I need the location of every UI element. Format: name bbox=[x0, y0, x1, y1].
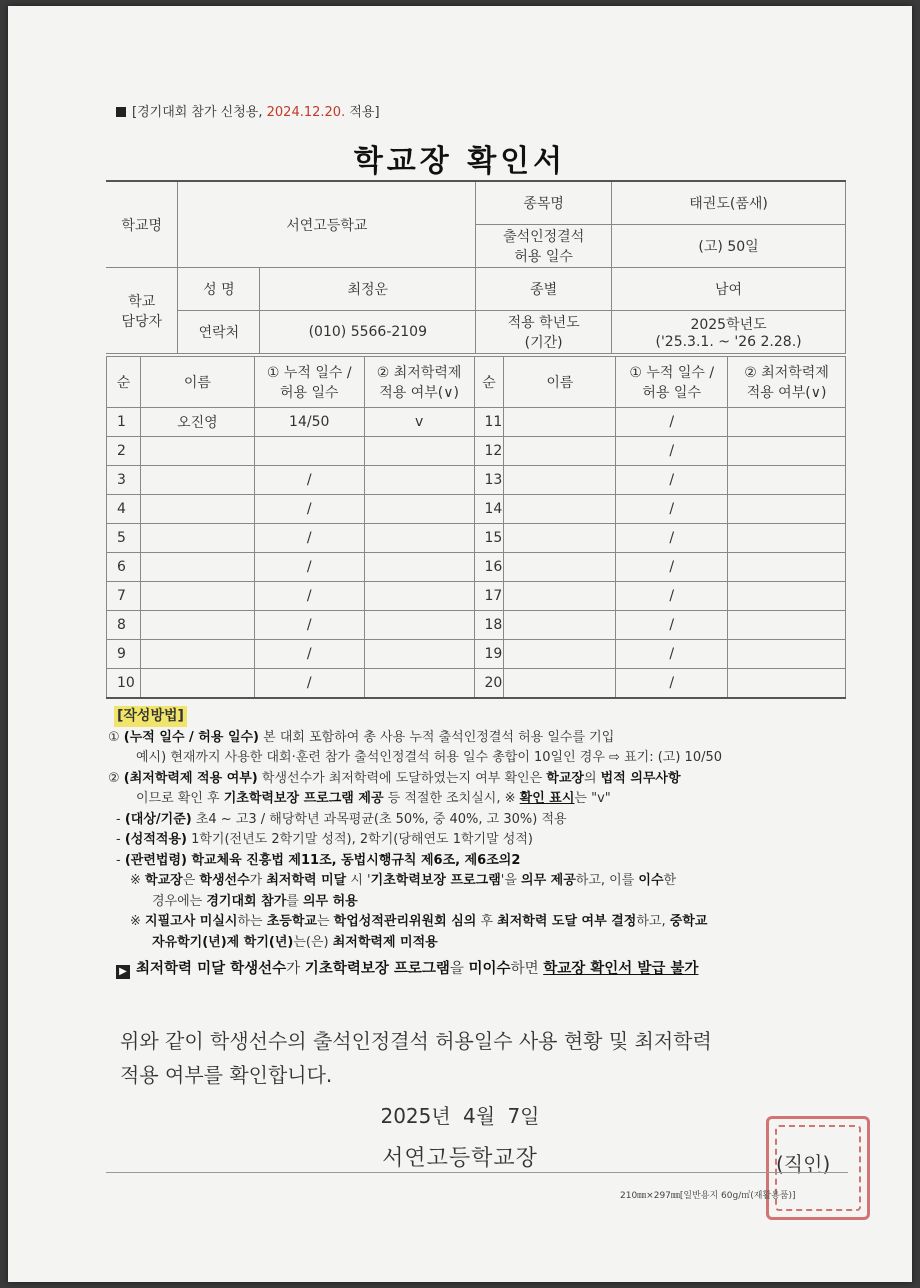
contact-value: (010) 5566-2109 bbox=[260, 311, 476, 354]
school-value: 서연고등학교 bbox=[178, 181, 476, 268]
note-date: 2024.12.20. bbox=[266, 105, 346, 120]
square-bullet-icon bbox=[116, 107, 126, 117]
year-value: 2025학년도 ('25.3.1. ~ '26 2.28.) bbox=[612, 311, 846, 354]
issue-date: 2025년 4월 7일 bbox=[380, 1104, 540, 1128]
table-row: 10 / 20 / bbox=[107, 669, 846, 699]
table-row: 3 / 13 / bbox=[107, 466, 846, 495]
days-header-2: ① 누적 일수 / 허용 일수 bbox=[616, 357, 728, 408]
gender-value: 남여 bbox=[612, 268, 846, 311]
days-header: ① 누적 일수 / 허용 일수 bbox=[254, 357, 364, 408]
paper-spec: 210㎜×297㎜[일반용지 60g/㎡(재활용품)] bbox=[620, 1191, 796, 1201]
gender-label: 종별 bbox=[476, 268, 612, 311]
info-table bbox=[106, 180, 846, 354]
seal-label: (직인) bbox=[776, 1152, 831, 1176]
sport-value: 태권도(품새) bbox=[612, 181, 846, 225]
school-label: 학교명 bbox=[106, 181, 178, 268]
instructions: [작성방법] ① (누적 일수 / 허용 일수) 본 대회 포함하여 총 사용 누적 출석인정결석 허용 일수를 기입 예시) 현재까지 사용한 대회·훈련 참가 출석인정결석 허용 일수 총합이 10일인 경우 ⇨ 표기: (고) 10/50 ② (최저학력제 적용 여부) 학생선수가 최저학력에 도달하였는지 여부 확인은 학교장의 법적 의무사항 이므로 확인 후 기초학력보장 프로그램 제공 등 적절한 조치실시, ※ 확인 표시는 "v" - (대상/기준) 초4 ~ 고3 / 해당학년 과목평균(초 50%, 중 40%, 고 30%) 적용 - (성적적용) 1학기(전년도 2학기말 성적), 2학기(당해연도 1학기말 성적) - (관련법령) 학교체육 진흥법 제11조, 동법시행규칙 제6조, 제6조의2 ※ 학교장은 학생선수가 최저학력 미달 시 '기초학력보장 프로그램'을 의무 제공하고, 이를 이수한 경우에는 경기대회 참가를 의무 허용 ※ 지필고사 미실시하는 초등학교는 학업성적관리위원회 심의 후 최저학력 도달 여부 결정하고, 중학교 자유학기(년)제 학기(년)는(은) 최저학력제 미적용 ▶ 최저학력 미달 학생선수가 기초학력보장 프로그램을 미이수하면 학교장 확인서 발급 불가 bbox=[108, 706, 848, 980]
table-row: 2 12 / bbox=[107, 437, 846, 466]
warning-line: ▶ 최저학력 미달 학생선수가 기초학력보장 프로그램을 미이수하면 학교장 확인서 발급 불가 bbox=[108, 959, 848, 980]
document-page bbox=[8, 6, 912, 1282]
arrow-right-icon: ▶ bbox=[116, 965, 130, 979]
table-row: 7 / 17 / bbox=[107, 582, 846, 611]
contact-label: 연락처 bbox=[178, 311, 260, 354]
table-row: 9 / 19 / bbox=[107, 640, 846, 669]
seq-header: 순 bbox=[107, 357, 141, 408]
table-row: 8 / 18 / bbox=[107, 611, 846, 640]
table-row: 5 / 15 / bbox=[107, 524, 846, 553]
seq-header-2: 순 bbox=[474, 357, 504, 408]
student-table bbox=[106, 356, 846, 699]
name-label: 성 명 bbox=[178, 268, 260, 311]
staff-label: 학교 담당자 bbox=[106, 268, 178, 354]
name-header-2: 이름 bbox=[504, 357, 616, 408]
name-value: 최정운 bbox=[260, 268, 476, 311]
sport-label: 종목명 bbox=[476, 181, 612, 225]
confirmation-text: 위와 같이 학생선수의 출석인정결석 허용일수 사용 현황 및 최저학력 적용 여부를 확인합니다. bbox=[120, 1029, 712, 1087]
year-label: 적용 학년도 (기간) bbox=[476, 311, 612, 354]
table-row: 6 / 16 / bbox=[107, 553, 846, 582]
name-header: 이름 bbox=[140, 357, 254, 408]
min-header-2: ② 최저학력제 적용 여부(∨) bbox=[728, 357, 846, 408]
table-row: 1 오진영 14/50 v 11 / bbox=[107, 408, 846, 437]
application-note: [경기대회 참가 신청용, 2024.12.20. 적용] bbox=[116, 101, 380, 120]
table-row: 4 / 14 / bbox=[107, 495, 846, 524]
principal-name: 서연고등학교장 bbox=[382, 1146, 538, 1171]
allow-value: (고) 50일 bbox=[612, 225, 846, 268]
page-title: 학교장 확인서 bbox=[353, 144, 567, 179]
allow-label: 출석인정결석 허용 일수 bbox=[476, 225, 612, 268]
table-header-row bbox=[107, 357, 846, 408]
instructions-title: [작성방법] bbox=[114, 706, 187, 727]
bottom-divider bbox=[106, 1172, 848, 1173]
min-header: ② 최저학력제 적용 여부(∨) bbox=[364, 357, 474, 408]
